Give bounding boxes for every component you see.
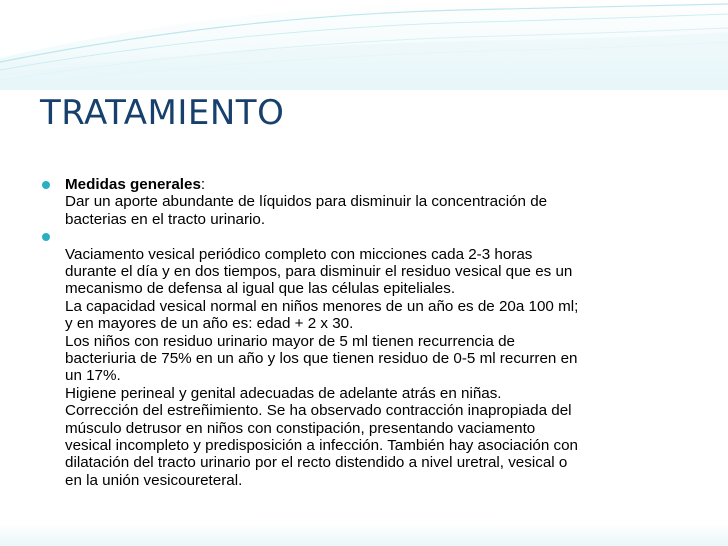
item-text-line: y en mayores de un año es: edad + 2 x 30. [65,315,354,333]
blank-line [65,228,690,245]
item-text-line: Vaciamento vesical periódico completo con micciones cada 2-3 horas [65,245,533,263]
slide-title: TRATAMIENTO [40,93,285,133]
item-text-line: bacterias en el tracto urinario. [65,210,266,228]
item-text-line: en la unión vesicoureteral. [65,471,243,489]
item-heading: Medidas generales [65,176,201,193]
item-text-line: mecanismo de defensa al igual que las células epiteliales. [65,280,456,298]
item-text-line: un 17%. [65,367,121,385]
bullet-icon [42,181,50,189]
slide-content [40,176,690,489]
item-text-line: Corrección del estreñimiento. Se ha observado contracción inapropiada del [65,402,572,420]
list-item [40,176,690,228]
item-heading-line [65,176,690,193]
item-text-line: durante el día y en dos tiempos, para disminuir el residuo vesical que es un [65,263,573,281]
header-wave-decoration [0,0,728,90]
footer-band-decoration [0,524,728,546]
item-text-line: Higiene perineal y genital adecuadas de adelante atrás en niñas. [65,384,502,402]
item-text-line: vesical incompleto y predisposición a infección. También hay asociación con [65,437,578,455]
item-text-line: dilatación del tracto urinario por el recto distendido a nivel uretral, vesical o [65,454,568,472]
item-text-line: músculo detrusor en niños con constipación, presentando vaciamento [65,419,536,437]
item-text-line: Dar un aporte abundante de líquidos para disminuir la concentración de [65,193,548,211]
item-text-line: La capacidad vesical normal en niños menores de un año es de 20a 100 ml; [65,297,579,315]
bullet-icon [42,233,50,241]
item-heading-suffix: : [200,176,206,193]
item-text-line: Los niños con residuo urinario mayor de 5 ml tienen recurrencia de [65,332,515,350]
item-text-line: bacteriuria de 75% en un año y los que tienen residuo de 0-5 ml recurren en [65,350,578,368]
list-item [40,228,690,489]
